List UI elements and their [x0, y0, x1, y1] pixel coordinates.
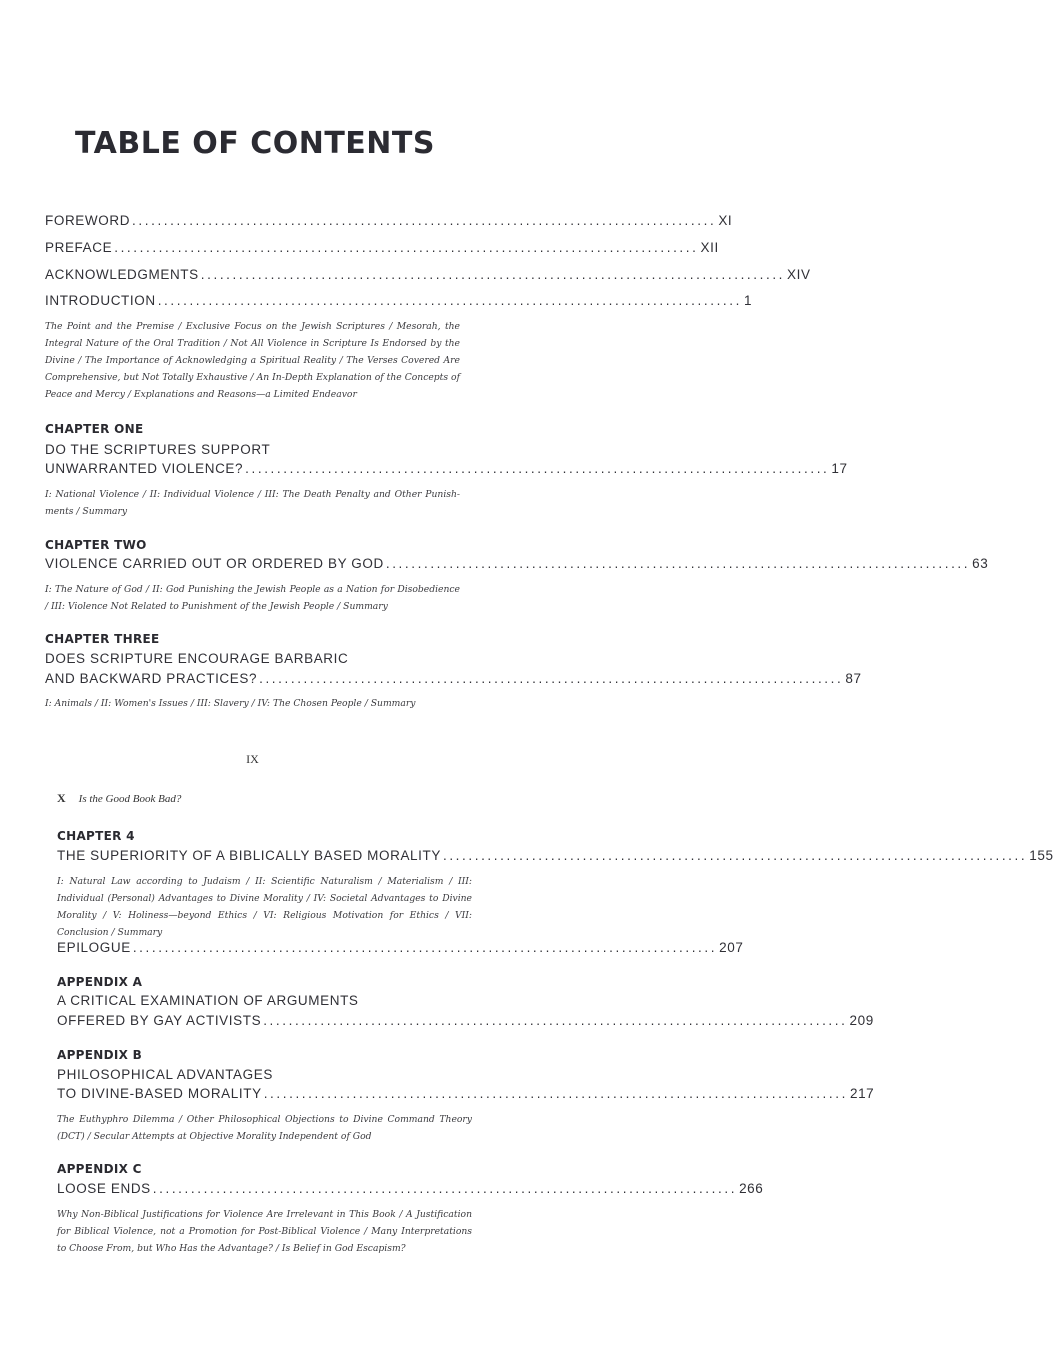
chapter-4-heading: CHAPTER 4 [57, 829, 135, 843]
chapter-three-title-line1: DOES SCRIPTURE ENCOURAGE BARBARIC [45, 651, 349, 666]
entry-page: XI [718, 213, 733, 228]
toc-entry-appendix-c[interactable] [57, 1181, 764, 1196]
appendix-b-title-line1: PHILOSOPHICAL ADVANTAGES [57, 1067, 273, 1082]
appendix-b-description: The Euthyphro Dilemma / Other Philosophical Objections to Divine Command Theory (DCT) / Secular Attempts at Objective Morality Independent of God [57, 1114, 472, 1142]
dot-leader: ............................................................................................ [442, 848, 1028, 863]
chapter-two-description: I: The Nature of God / II: God Punishing the Jewish People as a Nation for Disobedience / III: Violence Not Related to Punishment of the Jewish People / Summary [45, 584, 460, 612]
entry-label: PREFACE [45, 240, 113, 255]
dot-leader: ............................................................................................ [259, 671, 844, 686]
chapter-three-description: I: Animals / II: Women's Issues / III: Slavery / IV: The Chosen People / Summary [45, 698, 416, 709]
dot-leader: ............................................................................................ [132, 940, 718, 955]
entry-label: EPILOGUE [57, 940, 131, 955]
toc-entry-preface[interactable] [45, 240, 719, 255]
entry-label: ACKNOWLEDGMENTS [45, 267, 199, 282]
introduction-description: The Point and the Premise / Exclusive Focus on the Jewish Scriptures / Mesorah, the Integral Nature of the Oral Tradition / Not All Violence in Scripture Is Endorsed by the Divine / The Importance of Acknowledging a Spiritual Reality / The Verses Covered Are Comprehensive, but Not Totally Exhaustive / An In-Depth Explanation of the Concepts of Peace and Mercy / Explanations and Reasons—a Limited Endeavor [45, 321, 460, 400]
appendix-b-heading: APPENDIX B [57, 1048, 143, 1062]
toc-entry-introduction[interactable] [45, 293, 753, 308]
entry-page: 1 [743, 293, 753, 308]
toc-entry-appendix-b[interactable] [57, 1086, 875, 1101]
page-number: IX [246, 752, 259, 766]
toc-entry-appendix-a[interactable] [57, 1013, 874, 1028]
chapter-one-title-line1: DO THE SCRIPTURES SUPPORT [45, 442, 271, 457]
entry-label: INTRODUCTION [45, 293, 156, 308]
entry-label: FOREWORD [45, 213, 131, 228]
appendix-a-title-line1: A CRITICAL EXAMINATION OF ARGUMENTS [57, 993, 359, 1008]
appendix-c-heading: APPENDIX C [57, 1162, 142, 1176]
entry-page: 217 [849, 1086, 875, 1101]
chapter-4-description: I: Natural Law according to Judaism / II: Scientific Naturalism / Materialism / III: Individual (Personal) Advantages to Divine Morality / IV: Societal Advantages to Divine Morality / V: Holiness—beyond Ethics / VI: Religious Motivation for Ethics / VII: Conclusion / Summary [57, 876, 472, 938]
entry-label: VIOLENCE CARRIED OUT OR ORDERED BY GOD [45, 556, 384, 571]
entry-page: 87 [845, 671, 862, 686]
dot-leader: ............................................................................................ [114, 240, 699, 255]
toc-entry-foreword[interactable] [45, 213, 733, 228]
entry-page: XIV [787, 267, 811, 282]
entry-page: 266 [739, 1181, 764, 1196]
entry-page: 17 [831, 461, 848, 476]
running-header [57, 791, 181, 806]
entry-label: TO DIVINE-BASED MORALITY [57, 1086, 262, 1101]
toc-entry-chapter-three[interactable] [45, 671, 862, 686]
entry-page: XII [700, 240, 719, 255]
toc-entry-acknowledgments[interactable] [45, 267, 811, 282]
entry-page: 207 [719, 940, 744, 955]
appendix-a-heading: APPENDIX A [57, 975, 143, 989]
dot-leader: ............................................................................................ [245, 461, 830, 476]
entry-label: UNWARRANTED VIOLENCE? [45, 461, 244, 476]
entry-label: LOOSE ENDS [57, 1181, 151, 1196]
dot-leader: ............................................................................................ [200, 267, 786, 282]
dot-leader: ............................................................................................ [152, 1181, 738, 1196]
chapter-one-description: I: National Violence / II: Individual Violence / III: The Death Penalty and Other Punish-ments / Summary [45, 489, 460, 517]
toc-entry-chapter-two[interactable] [45, 556, 989, 571]
running-page-number: X [57, 791, 66, 805]
chapter-one-heading: CHAPTER ONE [45, 422, 144, 436]
toc-entry-chapter-4[interactable] [57, 848, 1054, 863]
running-book-title: Is the Good Book Bad? [78, 793, 182, 805]
dot-leader: ............................................................................................ [157, 293, 742, 308]
dot-leader: ............................................................................................ [263, 1086, 848, 1101]
dot-leader: ............................................................................................ [263, 1013, 848, 1028]
entry-label: THE SUPERIORITY OF A BIBLICALLY BASED MORALITY [57, 848, 441, 863]
appendix-c-description: Why Non-Biblical Justifications for Violence Are Irrelevant in This Book / A Justification for Biblical Violence, not a Promotion for Post-Biblical Violence / Many Interpretations to Choose From, but Who Has the Advantage? / Is Belief in God Escapism? [57, 1209, 472, 1254]
entry-page: 155 [1029, 848, 1054, 863]
entry-label: OFFERED BY GAY ACTIVISTS [57, 1013, 262, 1028]
entry-label: AND BACKWARD PRACTICES? [45, 671, 258, 686]
entry-page: 63 [972, 556, 989, 571]
chapter-three-heading: CHAPTER THREE [45, 632, 160, 646]
toc-entry-epilogue[interactable] [57, 940, 744, 955]
page-title: TABLE OF CONTENTS [75, 126, 435, 161]
dot-leader: ............................................................................................ [132, 213, 717, 228]
dot-leader: ............................................................................................ [385, 556, 971, 571]
chapter-two-heading: CHAPTER TWO [45, 538, 147, 552]
toc-entry-chapter-one[interactable] [45, 461, 848, 476]
entry-page: 209 [849, 1013, 874, 1028]
